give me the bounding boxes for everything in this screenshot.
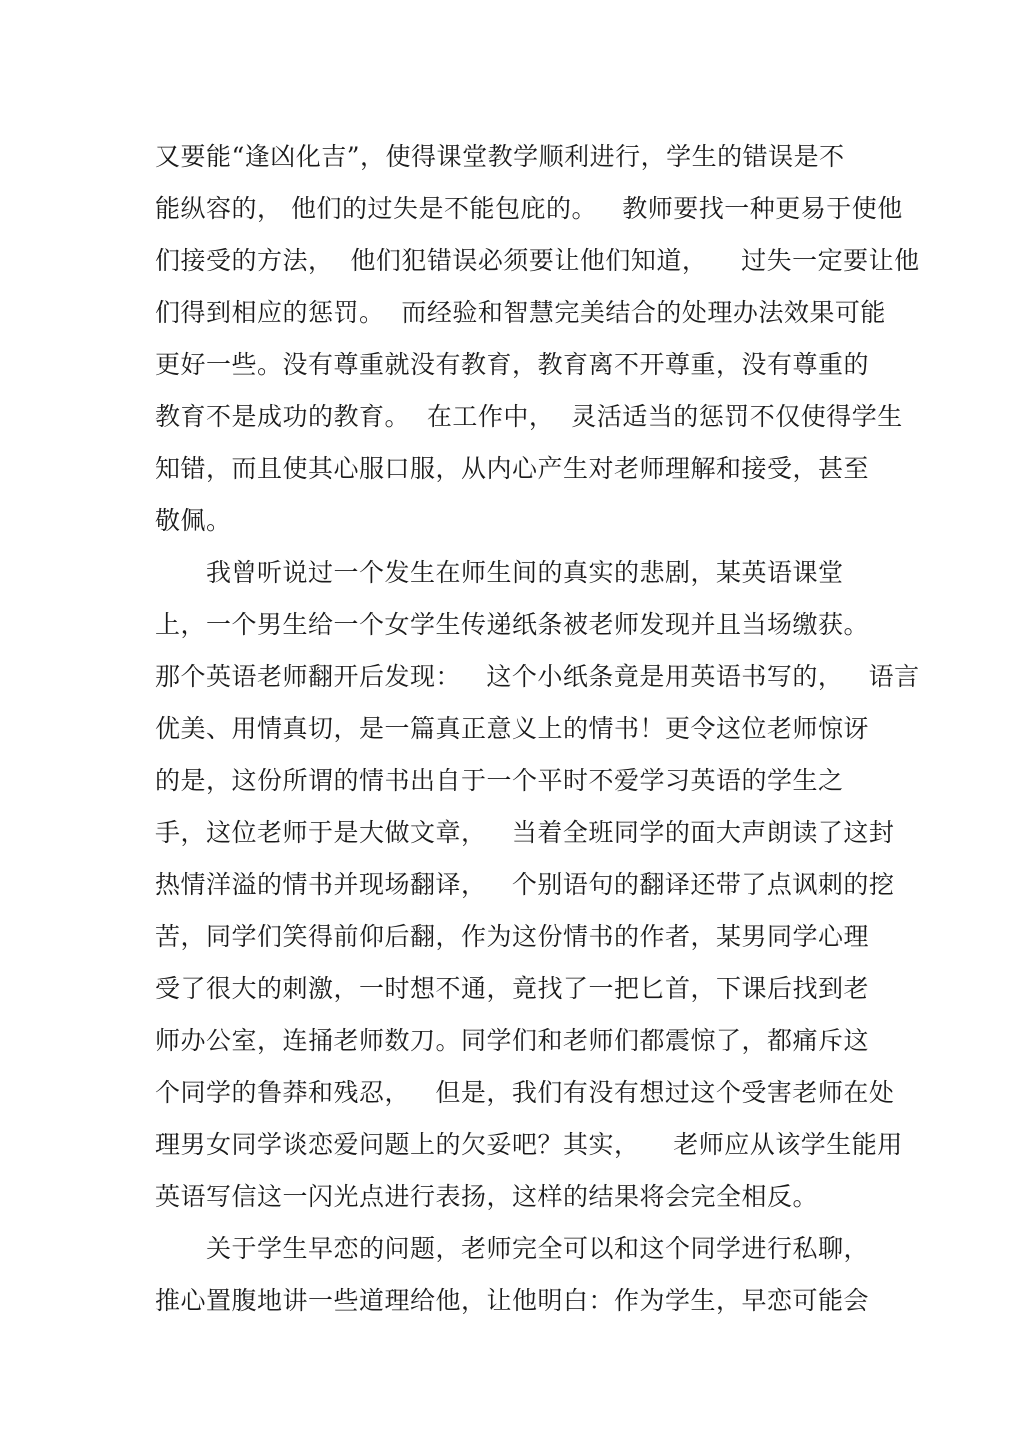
text-line: 敬佩。 [155,506,232,535]
text-line: 英语写信这一闪光点进行表扬，这样的结果将会完全相反。 [155,1182,819,1211]
text-line: 又要能“逢凶化吉”，使得课堂教学顺利进行，学生的错误是不 [155,142,845,171]
text-line: 们接受的方法， 他们犯错误必须要让他们知道， 过失一定要让他 [155,246,920,275]
text-line: 理男女同学谈恋爱问题上的欠妥吧？其实， 老师应从该学生能用 [155,1130,903,1159]
text-line: 那个英语老师翻开后发现： 这个小纸条竟是用英语书写的， 语言 [155,662,920,691]
text-line: 苦，同学们笑得前仰后翻，作为这份情书的作者，某男同学心理 [155,922,870,951]
text-line: 上，一个男生给一个女学生传递纸条被老师发现并且当场缴获。 [155,610,870,639]
text-line: 师办公室，连捅老师数刀。同学们和老师们都震惊了，都痛斥这 [155,1026,870,1055]
text-line: 优美、用情真切，是一篇真正意义上的情书！更令这位老师惊讶 [155,714,870,743]
text-line: 手，这位老师于是大做文章， 当着全班同学的面大声朗读了这封 [155,818,895,847]
paragraph-start-line: 关于学生早恋的问题，老师完全可以和这个同学进行私聊， [206,1234,870,1263]
text-line: 知错，而且使其心服口服，从内心产生对老师理解和接受，甚至 [155,454,870,483]
text-line: 们得到相应的惩罚。 而经验和智慧完美结合的处理办法效果可能 [155,298,886,327]
paragraph-start-line: 我曾听说过一个发生在师生间的真实的悲剧，某英语课堂 [206,558,844,587]
text-line: 更好一些。没有尊重就没有教育，教育离不开尊重，没有尊重的 [155,350,870,379]
text-line: 教育不是成功的教育。 在工作中， 灵活适当的惩罚不仅使得学生 [155,402,903,431]
text-line: 的是，这份所谓的情书出自于一个平时不爱学习英语的学生之 [155,766,844,795]
text-line: 热情洋溢的情书并现场翻译， 个别语句的翻译还带了点讽刺的挖 [155,870,895,899]
text-line: 个同学的鲁莽和残忍， 但是，我们有没有想过这个受害老师在处 [155,1078,895,1107]
text-line: 推心置腹地讲一些道理给他，让他明白：作为学生，早恋可能会 [155,1286,870,1315]
text-line: 能纵容的， 他们的过失是不能包庇的。 教师要找一种更易于使他 [155,194,903,223]
text-line: 受了很大的刺激，一时想不通，竟找了一把匕首，下课后找到老 [155,974,870,1003]
